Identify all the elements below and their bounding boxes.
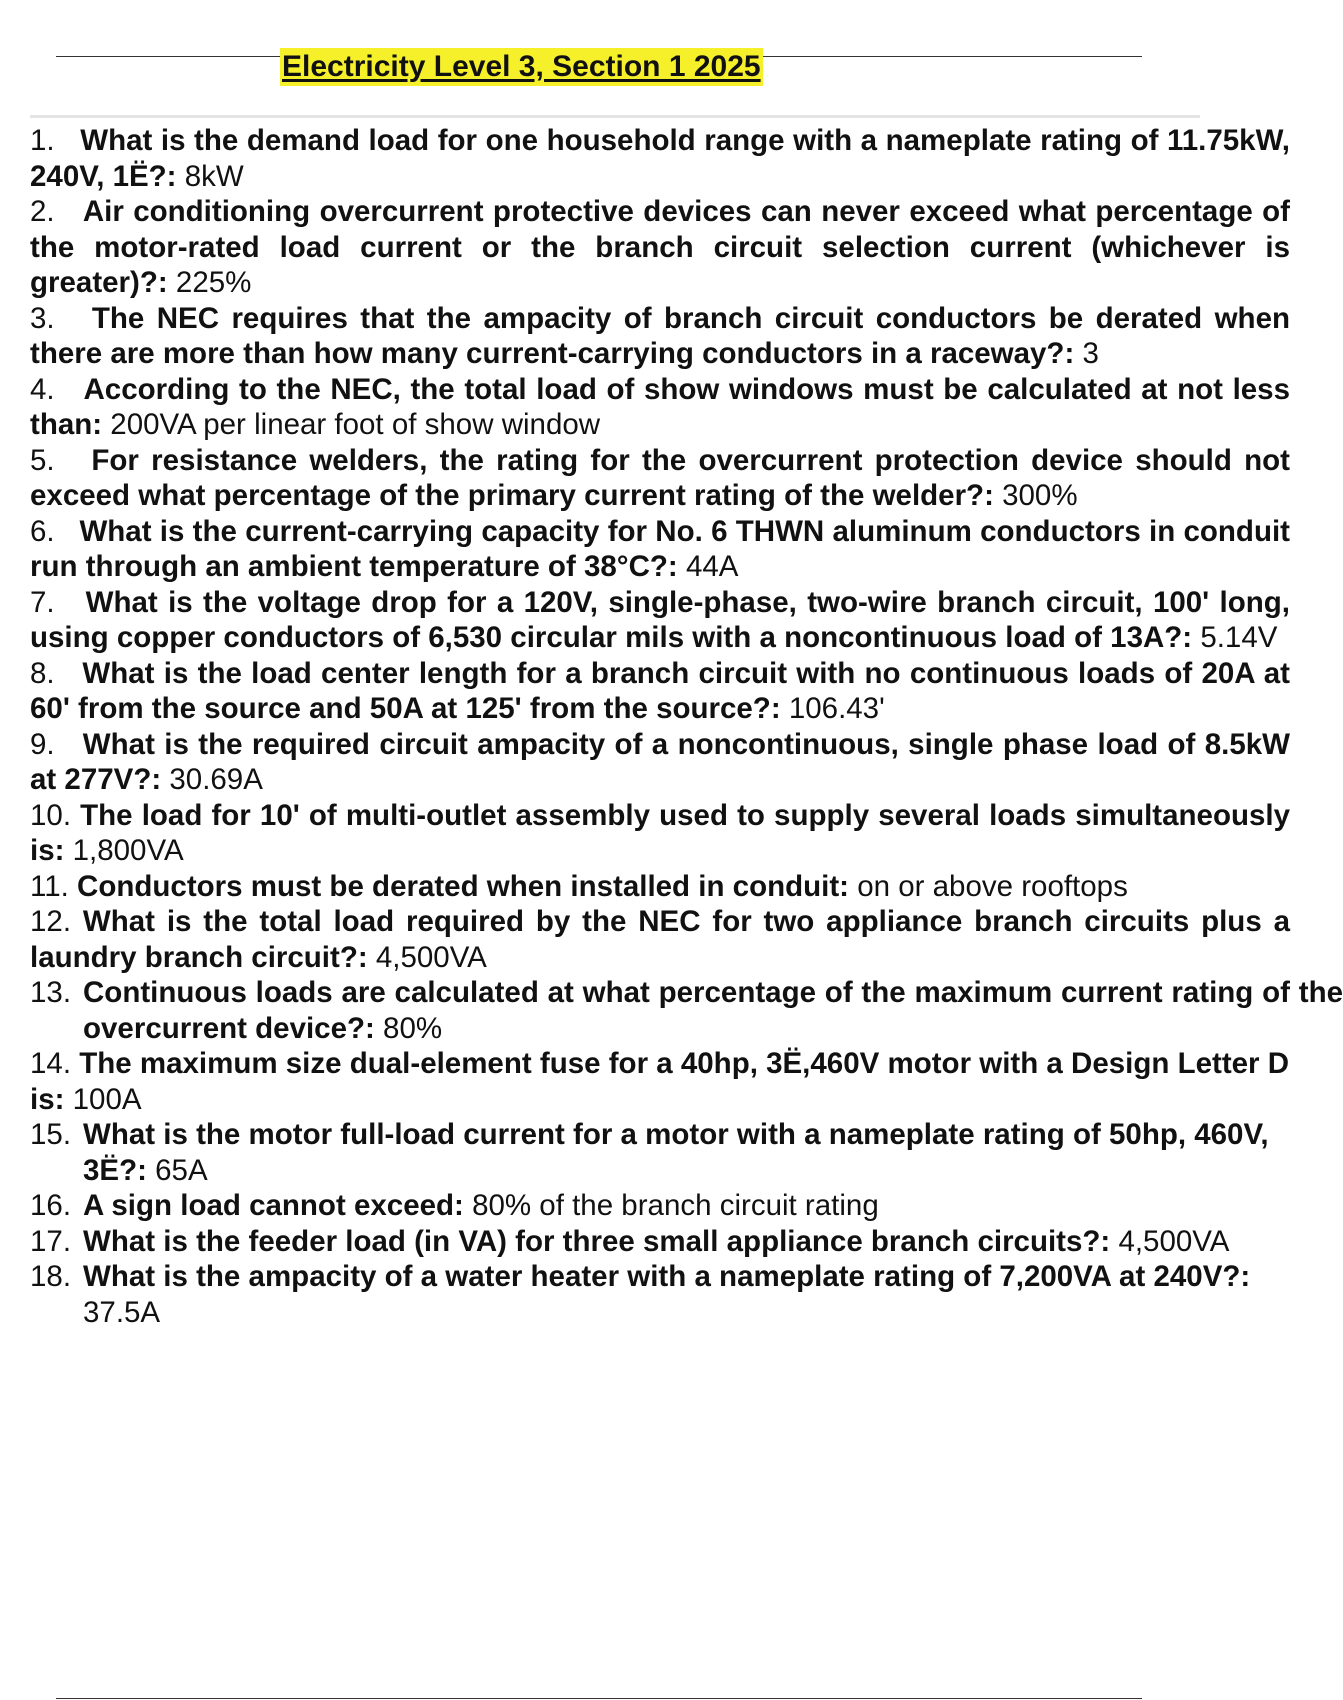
question-item-2	[30, 194, 1290, 301]
question-item-8	[30, 656, 1290, 727]
question-number: 3.	[30, 301, 55, 335]
question-text: The load for 10' of multi-outlet assembly used to supply several loads simultaneously is:	[30, 798, 1290, 867]
question-number: 18.	[30, 1260, 72, 1293]
question-text: For resistance welders, the rating for the overcurrent protection device should not exceed what percentage of the primary current rating of the welder?:	[30, 443, 1291, 512]
question-number: 13.	[30, 976, 72, 1009]
question-number: 6.	[30, 514, 55, 548]
question-text: What is the feeder load (in VA) for three small appliance branch circuits?:	[83, 1224, 1111, 1258]
answer-text: 1,800VA	[72, 834, 184, 867]
title-wrap	[280, 48, 763, 88]
question-item-1	[30, 123, 1290, 194]
question-text: What is the current-carrying capacity for No. 6 THWN aluminum conductors in conduit run through an ambient temperature of 38°C?:	[30, 514, 1290, 583]
answer-text: 44A	[685, 550, 739, 583]
question-number: 5.	[30, 443, 55, 477]
question-item-5	[30, 443, 1290, 514]
question-number: 4.	[30, 372, 55, 406]
document-title: Electricity Level 3, Section 1 2025	[280, 48, 763, 86]
question-number: 9.	[30, 727, 55, 761]
question-number: 1.	[30, 124, 55, 157]
question-text: A sign load cannot exceed:	[83, 1189, 464, 1222]
question-text: What is the demand load for one household range with a nameplate rating of 11.75kW, 240V, 1Ë?:	[30, 124, 1290, 193]
question-number: 11.	[30, 869, 69, 903]
question-text: What is the voltage drop for a 120V, single-phase, two-wire branch circuit, 100' long, using copper conductors of 6,530 circular mils with a noncontinuous load of 13A?:	[30, 585, 1290, 654]
question-item-16	[30, 1188, 1290, 1224]
question-item-7	[30, 585, 1290, 656]
question-text: The NEC requires that the ampacity of branch circuit conductors be derated when there are more than how many current-carrying conductors in a raceway?:	[30, 301, 1290, 370]
question-item-3	[30, 301, 1290, 372]
question-item-12	[30, 904, 1290, 975]
question-text: What is the required circuit ampacity of a noncontinuous, single phase load of 8.5kW at 277V?:	[30, 727, 1291, 796]
separator-rule	[30, 115, 1200, 118]
question-number: 8.	[30, 656, 55, 690]
answer-text: 65A	[155, 1153, 208, 1187]
answer-text: 4,500VA	[1118, 1224, 1230, 1258]
question-number: 15.	[30, 1118, 72, 1151]
question-item-17	[30, 1224, 1290, 1260]
question-item-10	[30, 798, 1290, 869]
question-text: Conductors must be derated when installed in conduit:	[77, 869, 850, 903]
answer-text: 225%	[175, 266, 252, 299]
bottom-rule	[56, 1698, 1142, 1699]
question-text: According to the NEC, the total load of show windows must be calculated at not less than:	[30, 372, 1290, 441]
question-item-11	[30, 869, 1290, 905]
question-number: 10.	[30, 798, 72, 832]
question-number: 14.	[30, 1047, 72, 1080]
question-item-9	[30, 727, 1290, 798]
question-text: What is the total load required by the NEC for two appliance branch circuits plus a laundry branch circuit?:	[30, 905, 1290, 974]
question-list	[30, 123, 1343, 1330]
answer-text: 30.69A	[169, 763, 263, 796]
answer-text: 5.14V	[1200, 621, 1278, 654]
question-text: The maximum size dual-element fuse for a 40hp, 3Ë,460V motor with a Design Letter D is:	[30, 1047, 1290, 1116]
question-text: Air conditioning overcurrent protective devices can never exceed what percentage of the motor-rated load current or the branch circuit selection current (whichever is greater)?:	[30, 195, 1291, 299]
question-number: 17.	[30, 1224, 72, 1258]
question-text: What is the ampacity of a water heater with a nameplate rating of 7,200VA at 240V?:	[83, 1260, 1251, 1293]
question-text: What is the load center length for a branch circuit with no continuous loads of 20A at 60' from the source and 50A at 125' from the source?:	[30, 656, 1290, 725]
answer-text: 4,500VA	[375, 940, 487, 974]
answer-text: 3	[1082, 337, 1099, 370]
question-number: 7.	[30, 585, 55, 619]
question-item-18	[30, 1259, 1290, 1330]
question-text: What is the motor full-load current for a motor with a nameplate rating of 50hp, 460V, 3Ë?:	[83, 1118, 1269, 1187]
question-item-15	[30, 1117, 1290, 1188]
question-item-14	[30, 1046, 1290, 1117]
question-item-13	[30, 975, 1343, 1046]
answer-text: 300%	[1002, 479, 1078, 512]
question-number: 16.	[30, 1189, 72, 1222]
answer-text: 100A	[72, 1082, 142, 1116]
question-number: 2.	[30, 195, 55, 228]
answer-text: 80%	[383, 1011, 443, 1045]
answer-text: 106.43'	[788, 692, 885, 725]
question-text: Continuous loads are calculated at what percentage of the maximum current rating of the overcurrent device?:	[83, 976, 1343, 1045]
answer-text: 8kW	[184, 159, 244, 193]
question-item-6	[30, 514, 1290, 585]
answer-text: on or above rooftops	[857, 869, 1128, 903]
question-item-4	[30, 372, 1290, 443]
answer-text: 80% of the branch circuit rating	[472, 1189, 879, 1222]
answer-text: 200VA per linear foot of show window	[110, 408, 601, 441]
answer-text: 37.5A	[83, 1295, 161, 1329]
question-number: 12.	[30, 905, 72, 938]
